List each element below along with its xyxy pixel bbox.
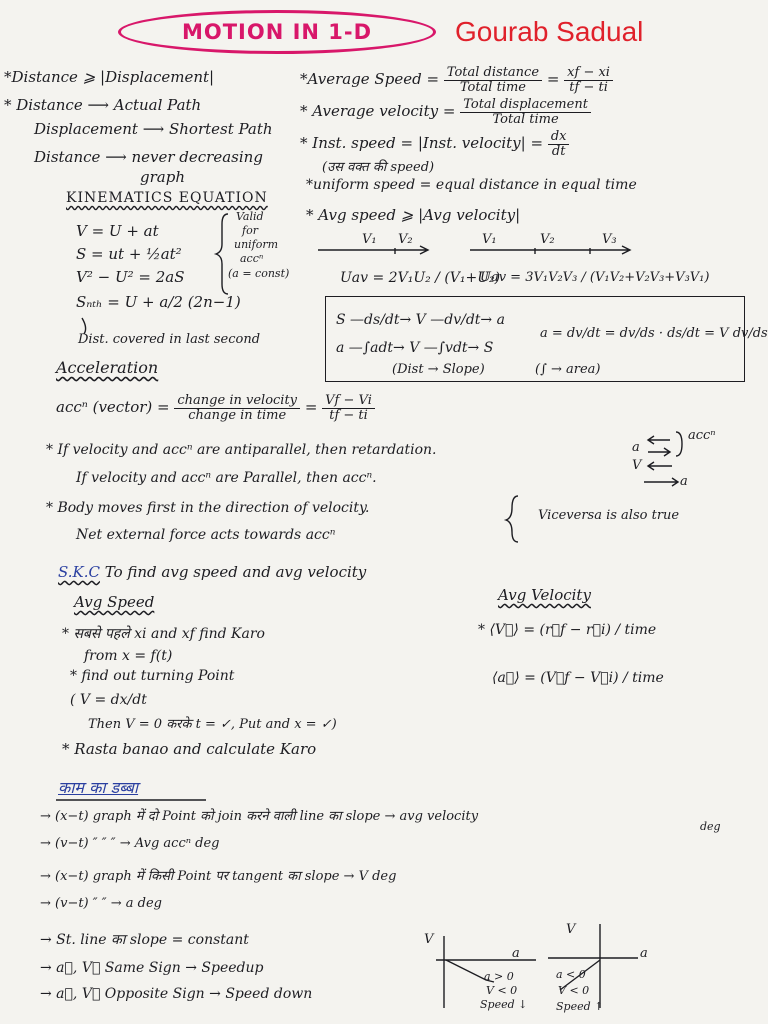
viceversa-note: Viceversa is also true <box>538 508 680 523</box>
acc-chain-rule: a = dv/dt = dv/ds · ds/dt = V dv/ds <box>540 326 768 341</box>
v1-label: V₁ <box>362 232 377 247</box>
arrow-a2-label: a <box>680 474 688 489</box>
kaam-line-1-unit: deg <box>700 820 721 833</box>
graph1-cond-1: a > 0 <box>484 970 514 983</box>
kaam-line-7: → a⃗, V⃗ Opposite Sign → Speed down <box>40 986 313 1002</box>
graph1-a-label: a <box>512 946 520 961</box>
kinematics-heading: KINEMATICS EQUATION <box>66 190 268 206</box>
avg-velocity-formula: * ⟨V⃗⟩ = (r⃗f − r⃗i) / time <box>478 622 657 638</box>
valid-text: Valid <box>236 210 264 223</box>
acc-definition: accⁿ (vector) = $\frac{\text{change in velocity}}{\text{change in time}}$ = $\frac{Vf - Vi}{tf - ti}$ <box>56 394 375 422</box>
avg-speed-vs-velocity: * Avg speed ⩾ |Avg velocity| <box>306 206 521 224</box>
valid-text-2: for <box>242 224 258 237</box>
eq-snth: Sₙₜₕ = U + a/2 (2n−1) <box>76 293 241 311</box>
valid-text-3: uniform <box>234 238 279 251</box>
vv2-label: V₂ <box>540 232 555 247</box>
uniform-speed-def: *uniform speed = equal distance in equal time <box>306 177 637 193</box>
valid-text-5: (a = const) <box>228 267 290 280</box>
kaam-line-2: → (v−t) ″ ″ ″ → Avg accⁿ deg <box>40 836 220 851</box>
graph1-v-label: V <box>424 932 434 947</box>
distance-def: * Distance ⟶ Actual Path <box>4 96 202 114</box>
graph2-v-label: V <box>566 922 576 937</box>
graph2-cond-3: Speed ↑ <box>556 1000 604 1013</box>
graph1-cond-3: Speed ↓ <box>480 998 528 1011</box>
skc-step-3: ( V = dx/dt <box>70 692 147 708</box>
avg-speed-heading: Avg Speed <box>74 593 155 611</box>
graph2-cond-1: a < 0 <box>556 968 586 981</box>
distance-graph-def-cont: graph <box>140 168 185 186</box>
arrow-acc-label: accⁿ <box>688 428 716 443</box>
acceleration-heading: Acceleration <box>56 358 159 377</box>
author-name: Gourab Sadual <box>455 16 644 47</box>
distance-vs-displacement: *Distance ⩾ |Displacement| <box>4 68 215 86</box>
diff-chain: S —ds/dt→ V —dv/dt→ a <box>336 312 505 328</box>
kaam-line-4: → (v−t) ″ ″ → a deg <box>40 896 162 911</box>
avg-velocity-heading: Avg Velocity <box>498 586 591 604</box>
arrow-a-label: a <box>632 440 640 455</box>
page-title: MOTION IN 1-D <box>118 10 436 54</box>
skc-section: S.K.C To find avg speed and avg velocity <box>58 563 367 581</box>
vv3-label: V₃ <box>602 232 617 247</box>
graph2-a-label: a <box>640 946 648 961</box>
avg-acc-formula: ⟨a⃗⟩ = (V⃗f − V⃗i) / time <box>492 670 664 686</box>
eq-v-u-at: V = U + at <box>76 222 159 240</box>
eq-v2-u2: V² − U² = 2aS <box>76 268 185 286</box>
graph2-cond-2: V < 0 <box>558 984 590 997</box>
parallel-rule: If velocity and accⁿ are Parallel, then accⁿ. <box>76 470 377 486</box>
uav-two-speeds: Uav = 2V₁U₂ / (V₁+U₂) <box>340 270 501 286</box>
kaam-line-5: → St. line का slope = constant <box>40 932 249 948</box>
skc-step-2: * find out turning Point <box>70 668 235 684</box>
inst-speed-note: (उस वक्त की speed) <box>322 160 435 175</box>
avg-velocity-def: * Average velocity = $\frac{\text{Total displacement}}{\text{Total time}}$ <box>300 98 591 126</box>
avg-speed-def: *Average Speed = $\frac{\text{Total distance}}{\text{Total time}}$ = $\frac{xf - xi}{tf - ti}$ <box>300 66 613 94</box>
kaam-line-6: → a⃗, V⃗ Same Sign → Speedup <box>40 960 264 976</box>
distance-graph-def: Distance ⟶ never decreasing <box>34 148 263 166</box>
integral-chain: a —∫adt→ V —∫vdt→ S <box>336 340 494 356</box>
skc-step-5: * Rasta banao and calculate Karo <box>62 740 317 758</box>
kaam-line-3: → (x−t) graph में किसी Point पर tangent का slope → V deg <box>40 869 397 884</box>
displacement-def: Displacement ⟶ Shortest Path <box>34 120 273 138</box>
eq-s-ut: S = ut + ½at² <box>76 245 182 263</box>
vv1-label: V₁ <box>482 232 497 247</box>
arrow-v-label: V <box>632 458 642 473</box>
graph1-cond-2: V < 0 <box>486 984 518 997</box>
direction-rule: * Body moves first in the direction of velocity. <box>46 500 370 516</box>
uav-three-speeds: Uav = 3V₁V₂V₃ / (V₁V₂+V₂V₃+V₃V₁) <box>480 270 710 285</box>
retardation-rule: * If velocity and accⁿ are antiparallel, then retardation. <box>46 442 437 458</box>
inst-speed-def: * Inst. speed = |Inst. velocity| = $\frac{dx}{dt}$ <box>300 130 569 158</box>
kaam-line-1: → (x−t) graph में दो Point को join करने वाली line का slope → avg velocity <box>40 809 479 824</box>
v2-label: V₂ <box>398 232 413 247</box>
area-note: (∫ → area) <box>535 362 601 377</box>
skc-step-4: Then V = 0 करके t = ✓, Put and x = ✓) <box>88 717 337 732</box>
skc-step-1b: from x = f(t) <box>84 648 173 664</box>
net-force-rule: Net external force acts towards accⁿ <box>76 527 336 543</box>
skc-step-1: * सबसे पहले xi and xf find Karo <box>62 626 265 642</box>
last-second-note: Dist. covered in last second <box>78 332 261 347</box>
valid-text-4: accⁿ <box>240 252 264 265</box>
slope-note: (Dist → Slope) <box>392 362 485 377</box>
kaam-heading: काम का डब्बा <box>58 778 139 797</box>
